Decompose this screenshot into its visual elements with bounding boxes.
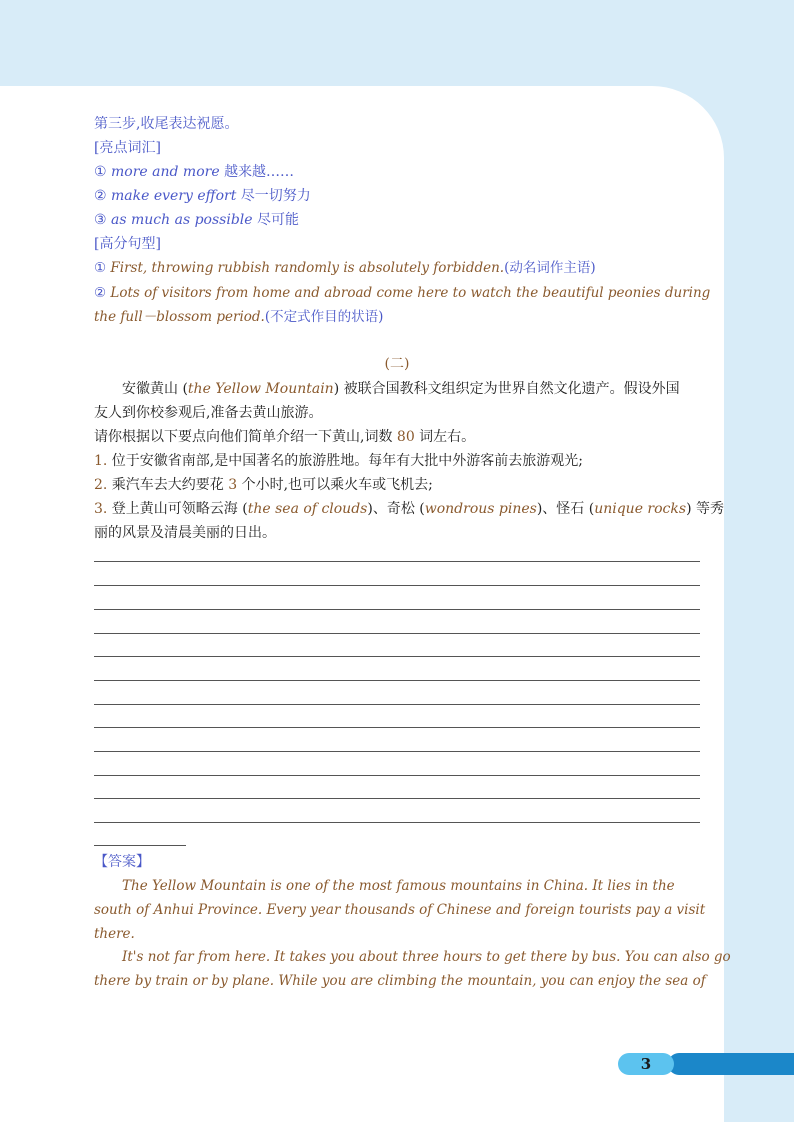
task-text: ) 被联合国教科文组织定为世界自然文化遗产。假设外国 xyxy=(333,381,680,397)
writing-line[interactable] xyxy=(94,727,700,728)
sentence-num: ① xyxy=(94,260,107,276)
right-band xyxy=(722,0,794,1122)
writing-line[interactable] xyxy=(94,609,700,610)
answer-header: 【答案】 xyxy=(94,854,150,870)
answer-line: The Yellow Mountain is one of the most famous mountains in China. It lies in the xyxy=(122,878,675,894)
point-text: 位于安徽省南部,是中国著名的旅游胜地。每年有大批中外游客前去旅游观光; xyxy=(107,453,583,469)
writing-line[interactable] xyxy=(94,775,700,776)
task-en: the Yellow Mountain xyxy=(187,381,334,397)
point-text: 乘汽车去大约要花 xyxy=(107,477,229,493)
point-num: 2. xyxy=(94,477,108,493)
task-para-2: 友人到你校参观后,准备去黄山旅游。 xyxy=(94,405,323,421)
vocab-item xyxy=(94,162,294,182)
task-text: 词左右。 xyxy=(414,429,476,445)
vocab-zh: 越来越…… xyxy=(224,164,295,180)
writing-line[interactable] xyxy=(94,585,700,586)
writing-line[interactable] xyxy=(94,561,700,562)
sentence-en: the full－blossom period. xyxy=(94,309,265,325)
point-text: )、怪石 ( xyxy=(536,501,595,517)
task-text: 安徽黄山 ( xyxy=(122,381,188,397)
vocab-en: make every effort xyxy=(111,188,237,204)
vocab-header: [亮点词汇] xyxy=(94,140,161,156)
vocab-num: ② xyxy=(94,188,107,204)
task-point-1 xyxy=(94,451,583,471)
writing-line[interactable] xyxy=(94,704,700,705)
top-band xyxy=(0,0,794,88)
point-text: 个小时,也可以乘火车或飞机去; xyxy=(237,477,433,493)
page-number-bar xyxy=(668,1053,794,1075)
answer-line: there. xyxy=(94,926,135,942)
task-point-3-line2: 丽的风景及清晨美丽的日出。 xyxy=(94,525,276,541)
sentence-num: ② xyxy=(94,285,107,301)
writing-line[interactable] xyxy=(94,633,700,634)
writing-line[interactable] xyxy=(94,751,700,752)
sentence-note: (不定式作目的状语) xyxy=(264,309,384,325)
point-num: 3. xyxy=(94,501,108,517)
section-title: (二) xyxy=(384,356,410,372)
writing-line[interactable] xyxy=(94,822,700,823)
sentence-en: First, throwing rubbish randomly is absolutely forbidden. xyxy=(110,260,505,276)
point-num: 1. xyxy=(94,453,108,469)
page-number: 3 xyxy=(618,1053,674,1075)
vocab-zh: 尽可能 xyxy=(257,212,299,228)
vocab-en: more and more xyxy=(111,164,220,180)
vocab-item xyxy=(94,210,299,230)
task-num: 80 xyxy=(396,429,415,445)
point-en: the sea of clouds xyxy=(247,501,368,517)
separator-rule xyxy=(94,845,186,846)
sentence-2-line1 xyxy=(94,283,710,303)
task-text: 请你根据以下要点向他们简单介绍一下黄山,词数 xyxy=(94,429,397,445)
task-para-1 xyxy=(122,379,680,399)
sentence-note: (动名词作主语) xyxy=(504,260,596,276)
vocab-item xyxy=(94,186,311,206)
sentence-2-line2 xyxy=(94,307,383,327)
point-text: ) 等秀 xyxy=(686,501,724,517)
vocab-en: as much as possible xyxy=(111,212,253,228)
task-point-3 xyxy=(94,499,724,519)
point-en: unique rocks xyxy=(594,501,687,517)
point-num-value: 3 xyxy=(228,477,238,493)
point-text: )、奇松 ( xyxy=(367,501,425,517)
answer-line: south of Anhui Province. Every year thousands of Chinese and foreign tourists pay a visit xyxy=(94,902,706,918)
task-point-2 xyxy=(94,475,433,495)
writing-line[interactable] xyxy=(94,680,700,681)
sentence-1 xyxy=(94,258,596,278)
writing-line[interactable] xyxy=(94,798,700,799)
step3-text: 第三步,收尾表达祝愿。 xyxy=(94,116,239,132)
answer-line: It's not far from here. It takes you about three hours to get there by bus. You can also go xyxy=(122,949,731,965)
sentence-header: [高分句型] xyxy=(94,236,161,252)
sentence-en: Lots of visitors from home and abroad come here to watch the beautiful peonies during xyxy=(110,285,711,301)
answer-line: there by train or by plane. While you are climbing the mountain, you can enjoy the sea of xyxy=(94,973,706,989)
point-en: wondrous pines xyxy=(424,501,537,517)
task-para-3 xyxy=(94,427,475,447)
writing-line[interactable] xyxy=(94,656,700,657)
vocab-num: ① xyxy=(94,164,107,180)
vocab-num: ③ xyxy=(94,212,107,228)
vocab-zh: 尽一切努力 xyxy=(240,188,311,204)
point-text: 登上黄山可领略云海 ( xyxy=(107,501,248,517)
